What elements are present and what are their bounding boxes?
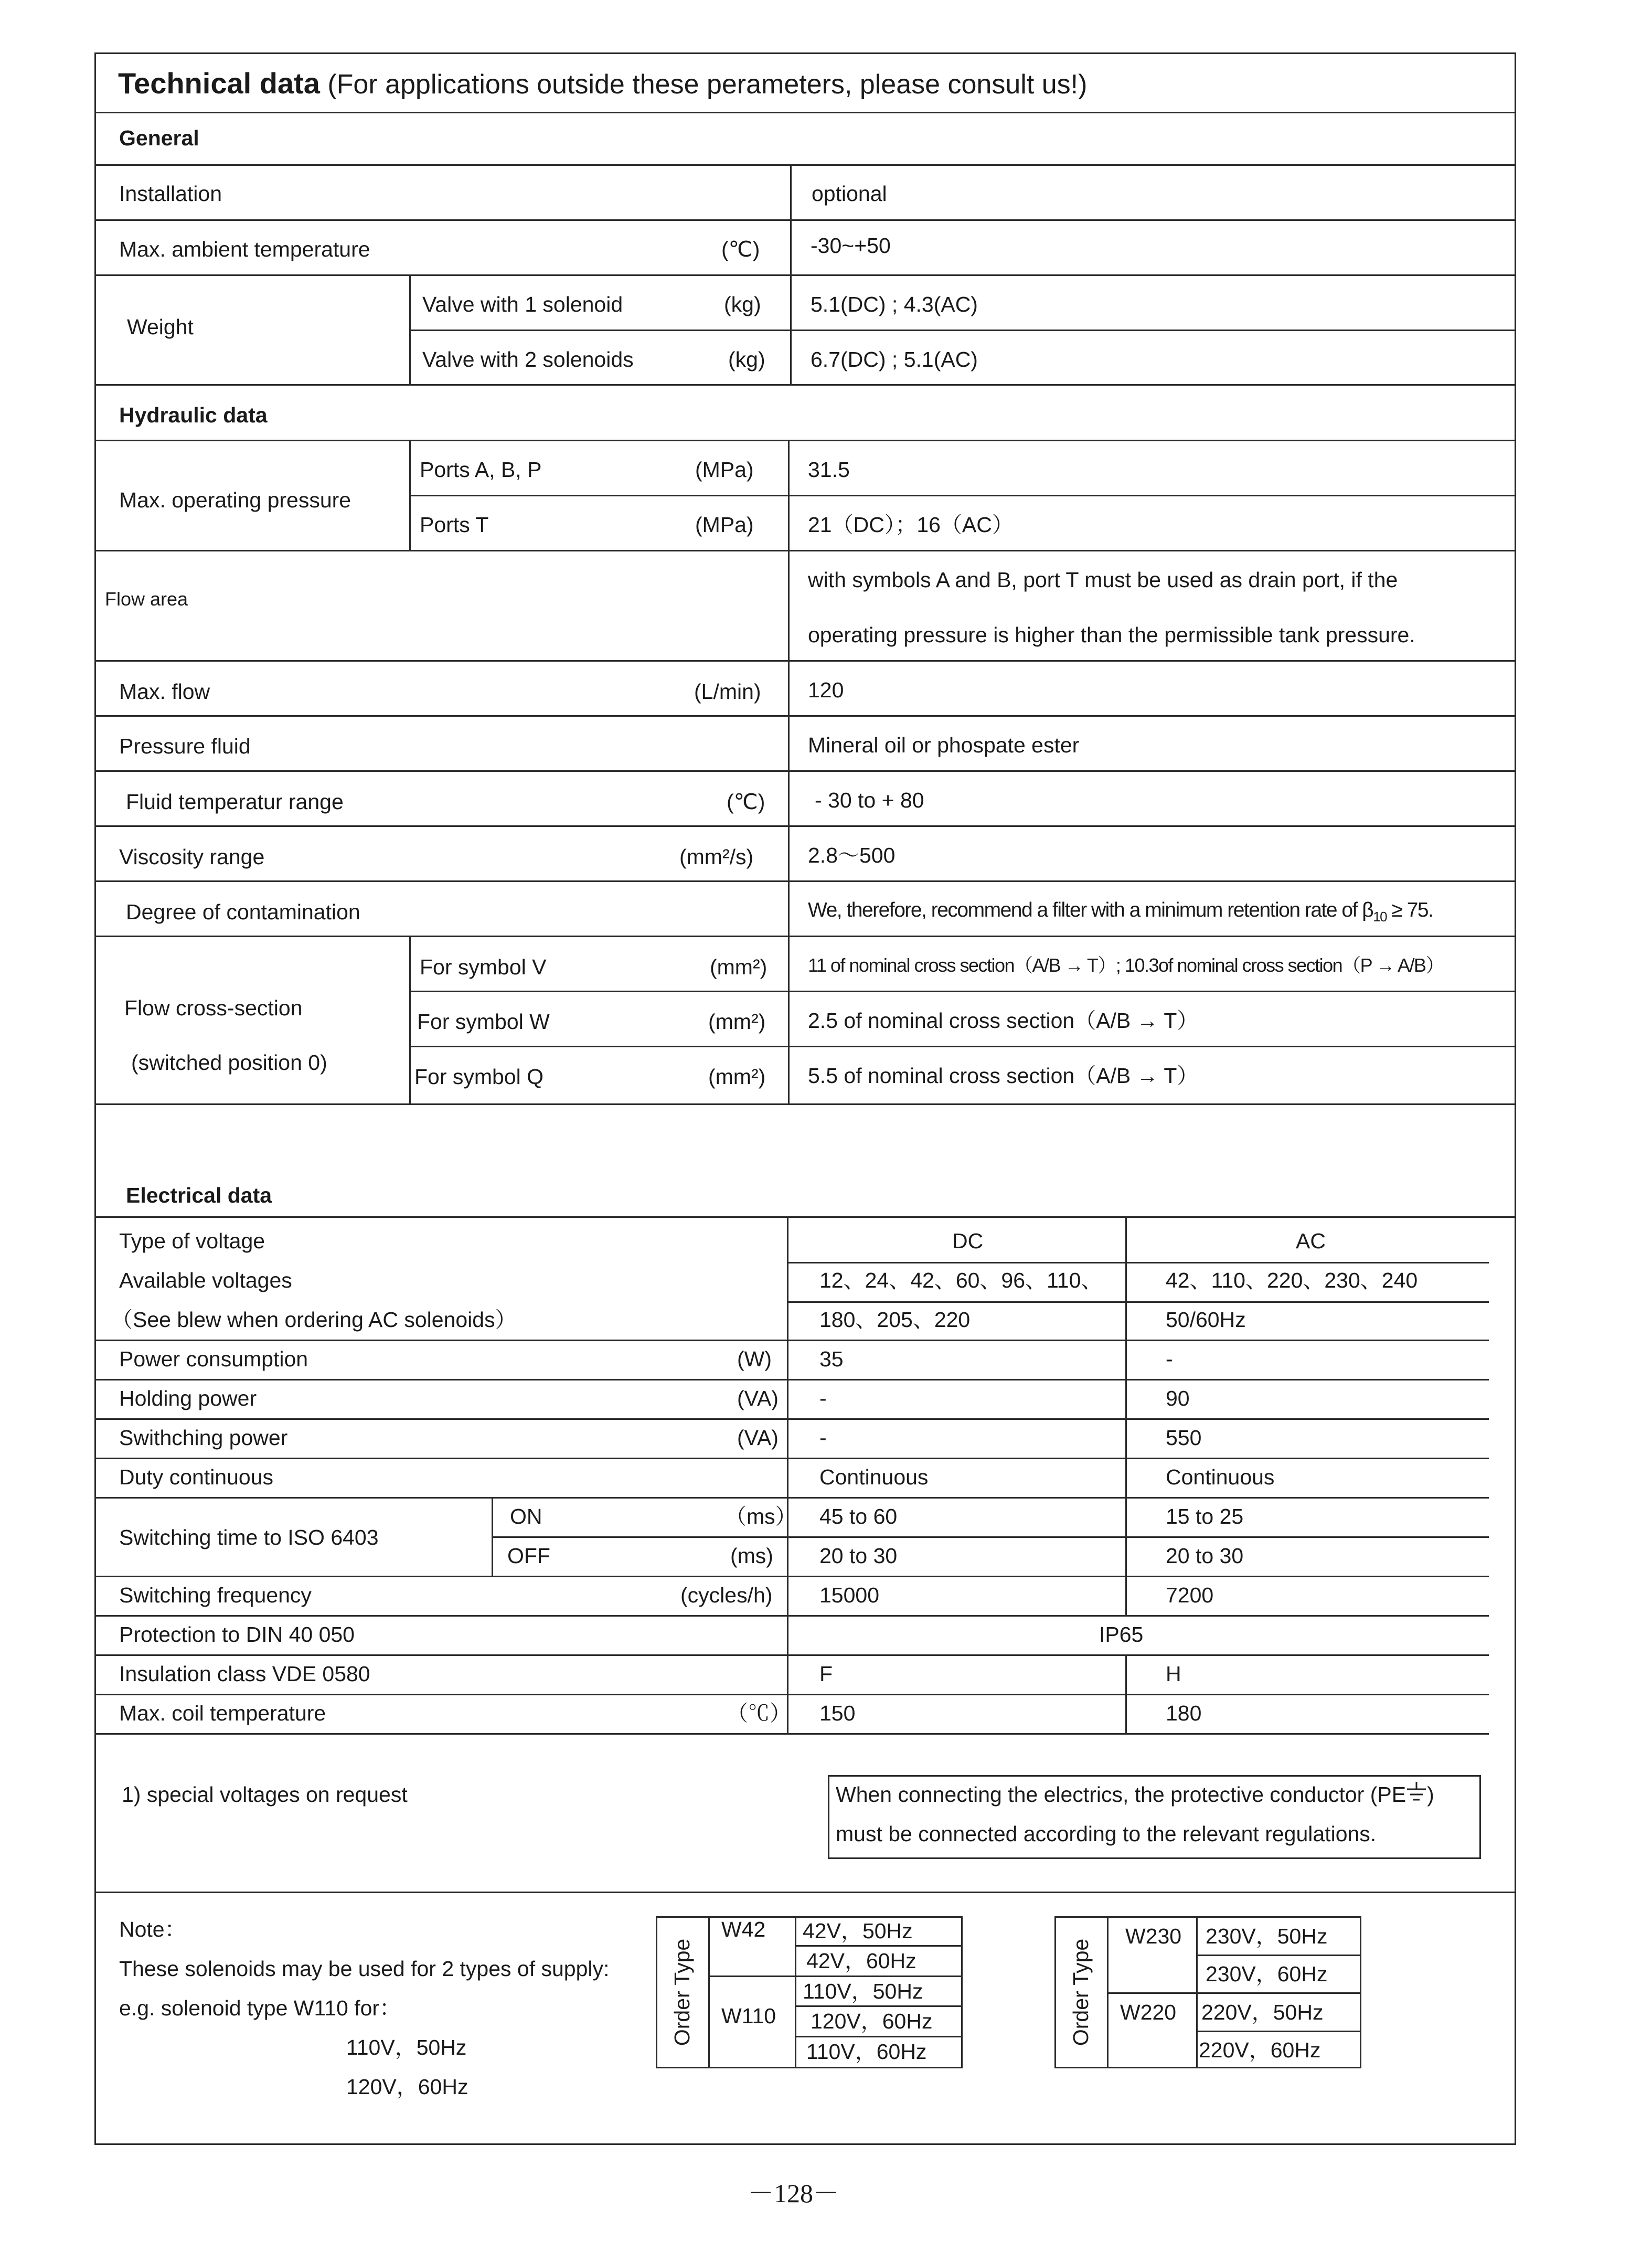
installation-value: optional [812,182,887,206]
divider [787,1301,1489,1303]
power-ac: - [1166,1347,1173,1371]
cs-r3-unit: (mm²) [708,1065,766,1089]
duty-ac: Continuous [1166,1465,1275,1489]
divider [94,384,1516,386]
coiltemp-unit: （℃） [727,1701,791,1725]
divider [94,112,1516,113]
power-dc: 35 [819,1347,844,1371]
divider [94,1892,1516,1893]
divider [409,274,411,384]
cs-r1-label: For symbol V [420,955,547,979]
holding-unit: (VA) [737,1386,779,1410]
insulation-dc: F [819,1662,833,1686]
holding-label: Holding power [119,1386,257,1410]
weight-r2-value: 6.7(DC) ; 5.1(AC) [811,347,978,371]
weight-r1-value: 5.1(DC) ; 4.3(AC) [811,292,978,316]
coiltemp-ac: 180 [1166,1701,1202,1725]
duty-dc: Continuous [819,1465,929,1489]
warning-line2: must be connected according to the relevant regulations. [836,1822,1377,1846]
divider [1125,1654,1127,1733]
order2-w220: W220 [1120,2000,1177,2024]
insulation-ac: H [1166,1662,1181,1686]
contamination-value [808,897,1433,930]
divider [94,274,1516,276]
pressure-r2-unit: (MPa) [695,513,754,537]
divider [409,440,411,550]
power-label: Power consumption [119,1347,308,1371]
section-general: General [119,126,199,150]
cs-r3-value: 5.5 of nominal cross section（A/B → T） [808,1064,1199,1088]
switchingtime-off-ac: 20 to 30 [1166,1544,1244,1568]
order2-v1: 230V，50Hz [1206,1924,1328,1948]
divider [94,770,1516,772]
divider [94,1458,1489,1459]
divider [94,550,1516,551]
pressure-r2-value: 21（DC）；16（AC） [808,513,1014,537]
divider [409,936,411,1103]
switchingtime-on-unit: （ms） [725,1504,797,1528]
switchingtime-on: ON [510,1504,542,1528]
order2-v2: 230V，60Hz [1206,1962,1328,1986]
divider [787,1216,788,1733]
divider [1107,1992,1361,1994]
flowarea-line2: operating pressure is higher than the permissible tank pressure. [808,623,1415,647]
section-hydraulic: Hydraulic data [119,403,268,427]
page-title [118,67,1087,101]
frequency-ac: 7200 [1166,1583,1214,1607]
divider [492,1536,1489,1538]
order1-v1: 42V，50Hz [803,1919,913,1943]
divider [492,1497,493,1576]
fluidtemp-value: - 30 to + 80 [815,788,924,812]
protection-value: IP65 [1099,1622,1144,1647]
divider [94,825,1516,827]
weight-r1-label: Valve with 1 solenoid [422,292,623,316]
divider [708,1916,710,2068]
order2-v3: 220V，50Hz [1201,2000,1324,2024]
fluid-value: Mineral oil or phospate ester [808,733,1080,757]
weight-label: Weight [127,315,194,339]
section-electrical: Electrical data [126,1183,272,1207]
warning-line1: When connecting the electrics, the protective conductor (PE ) [836,1782,1434,1807]
footnote: 1) special voltages on request [122,1782,408,1807]
frequency-dc: 15000 [819,1583,880,1607]
note-line2: e.g. solenoid type W110 for： [119,1996,401,2020]
fluidtemp-label: Fluid temperatur range [126,790,344,814]
divider [94,1340,1489,1341]
contamination-text: We, therefore, recommend a filter with a minimum retention rate of β [808,899,1373,921]
divider [94,1103,1516,1105]
voltagetype-dc: DC [952,1229,984,1253]
ambient-label: Max. ambient temperature [119,237,370,261]
divider [94,1576,1489,1577]
viscosity-unit: (mm²/s) [679,845,754,869]
switchingpower-dc: - [819,1426,827,1450]
maxflow-label: Max. flow [119,679,210,704]
switchingpower-unit: (VA) [737,1426,779,1450]
divider [94,1615,1489,1617]
switchingtime-on-dc: 45 to 60 [819,1504,898,1528]
divider [409,330,1516,331]
order1-v2: 42V，60Hz [806,1949,916,1973]
order1-w110: W110 [721,2004,776,2028]
title-rest: (For applications outside these perameters, please consult us!) [327,69,1088,100]
divider [94,936,1516,937]
voltagetype-label: Type of voltage [119,1229,265,1253]
divider [1196,2031,1361,2032]
switchingtime-label: Switching time to ISO 6403 [119,1525,379,1549]
order1-w42: W42 [721,1917,766,1941]
power-unit: (W) [737,1347,772,1371]
fluid-label: Pressure fluid [119,734,251,758]
order1-header: Order Type [670,1938,694,2046]
switchingtime-on-ac: 15 to 25 [1166,1504,1244,1528]
pressure-r1-label: Ports A, B, P [420,458,542,482]
title-bold: Technical data [118,67,320,100]
crosssection-label: Flow cross-section [124,996,303,1020]
divider [1196,1955,1361,1956]
divider [94,164,1516,166]
seebelow-label: （See blew when ordering AC solenoids） [111,1308,517,1332]
maxflow-value: 120 [808,678,844,702]
switchingtime-off-unit: (ms) [730,1544,773,1568]
cs-r1-unit: (mm²) [710,955,768,979]
seebelow-ac: 50/60Hz [1166,1308,1246,1332]
divider [790,164,792,384]
switchingpower-label: Swithching power [119,1426,288,1450]
divider [409,991,1516,992]
divider [94,440,1516,441]
page-number: －128－ [748,2179,839,2208]
duty-label: Duty continuous [119,1465,274,1489]
switchingpower-ac: 550 [1166,1426,1202,1450]
order2-header: Order Type [1069,1938,1093,2046]
divider [94,1654,1489,1656]
installation-label: Installation [119,182,222,206]
divider [94,715,1516,717]
ambient-unit: (℃) [721,237,760,261]
flowarea-label: Flow area [105,588,188,610]
divider [94,1497,1489,1499]
voltagetype-ac: AC [1296,1229,1326,1253]
pressure-r1-unit: (MPa) [695,458,754,482]
divider [94,1216,1516,1218]
maxflow-unit: (L/min) [694,679,761,704]
pressure-r2-label: Ports T [420,513,489,537]
cs-r2-label: For symbol W [417,1010,550,1034]
pressure-label: Max. operating pressure [119,488,351,512]
ambient-value: -30~+50 [811,233,891,258]
divider [409,1046,1516,1047]
weight-r2-unit: (kg) [728,347,765,371]
contamination-sub: 10 [1373,908,1387,925]
order1-v3: 110V，50Hz [803,1979,923,2003]
note-line3: 110V，50Hz [346,2035,467,2059]
order1-v4: 120V，60Hz [811,2009,933,2033]
note-title: Note： [119,1917,186,1941]
order2-w230: W230 [1125,1924,1182,1948]
switchingtime-off: OFF [507,1544,550,1568]
divider [94,1418,1489,1420]
coiltemp-dc: 150 [819,1701,856,1725]
cs-r2-unit: (mm²) [708,1010,766,1034]
protection-label: Protection to DIN 40 050 [119,1622,355,1647]
note-line4: 120V，60Hz [346,2075,468,2099]
cs-r3-label: For symbol Q [414,1065,544,1089]
available-ac: 42、110、220、230、240 [1166,1268,1418,1292]
coiltemp-label: Max. coil temperature [119,1701,326,1725]
divider [94,1379,1489,1380]
divider [409,495,1516,496]
frequency-label: Switching frequency [119,1583,312,1607]
seebelow-dc: 180、205、220 [819,1308,971,1332]
divider [795,1916,796,2068]
warning-text: When connecting the electrics, the protective conductor (PE [836,1782,1406,1807]
insulation-label: Insulation class VDE 0580 [119,1662,370,1686]
frequency-unit: (cycles/h) [680,1583,773,1607]
divider [708,1976,963,1977]
holding-ac: 90 [1166,1386,1190,1410]
crosssection-sublabel: (switched position 0) [131,1050,327,1075]
contamination-tail: ≥ 75. [1391,899,1433,921]
divider [795,1945,963,1947]
available-label: Available voltages [119,1268,292,1292]
viscosity-value: 2.8～500 [808,843,896,867]
divider [94,1733,1489,1735]
fluidtemp-unit: (℃) [727,790,765,814]
holding-dc: - [819,1386,827,1410]
divider [94,1694,1489,1695]
divider [94,660,1516,662]
order2-v4: 220V，60Hz [1199,2038,1321,2062]
flowarea-line1: with symbols A and B, port T must be used as drain port, if the [808,568,1398,592]
note-line1: These solenoids may be used for 2 types of supply: [119,1957,610,1981]
viscosity-label: Viscosity range [119,845,265,869]
divider [94,880,1516,882]
cs-r2-value: 2.5 of nominal cross section（A/B → T） [808,1008,1199,1033]
switchingtime-off-dc: 20 to 30 [819,1544,898,1568]
contamination-label: Degree of contamination [126,900,360,924]
divider [788,440,790,1103]
cs-r1-value: 11 of nominal cross section（A/B → T）; 10.3of nominal cross section（P → A/B） [808,954,1444,976]
divider [795,2005,963,2007]
available-dc: 12、24、42、60、96、110、 [819,1268,1103,1292]
weight-r2-label: Valve with 2 solenoids [422,347,634,371]
earth-ground-icon [1406,1782,1427,1804]
divider [795,2036,963,2037]
divider [1125,1216,1127,1615]
divider [787,1262,1489,1263]
divider [94,219,1516,221]
weight-r1-unit: (kg) [724,292,761,316]
pressure-r1-value: 31.5 [808,458,850,482]
order1-v5: 110V，60Hz [806,2040,927,2064]
